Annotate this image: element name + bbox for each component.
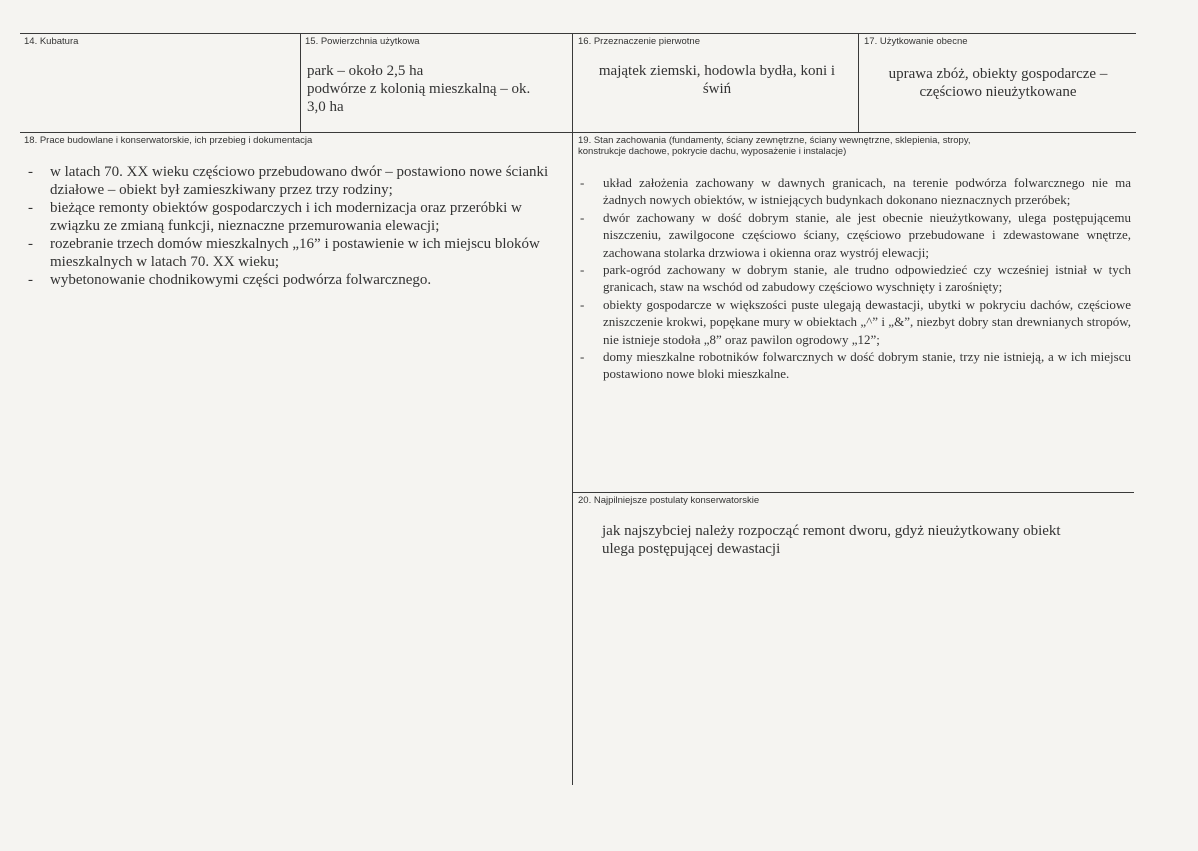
przeznaczenie-value <box>578 62 856 98</box>
powierzchnia-line: 3,0 ha <box>307 99 344 115</box>
list-item: - domy mieszkalne robotników folwarcznych w dość dobrym stanie, trzy nie istnieją, a w ich miejscu postawiono nowe bloki mieszkalne. <box>577 348 1131 383</box>
przeznaczenie-label: 16. Przeznaczenie pierwotne <box>578 36 700 47</box>
powierzchnia-label: 15. Powierzchnia użytkowa <box>305 36 420 47</box>
list-item: - dwór zachowany w dość dobrym stanie, ale jest obecnie nieużytkowany, ulega postępującemu niszczeniu, zawilgocone częściowo ściany, częściowo przebudowane i zdewastowane wnętrze, zachowana stolarka drzwiowa i okienna oraz wystrój elewacji; <box>577 209 1131 261</box>
top-border <box>20 33 1136 34</box>
powierzchnia-value <box>307 62 569 116</box>
list-item: - park-ogród zachowany w dobrym stanie, ale trudno odpowiedzieć czy wcześniej istniał w tych granicach, staw na wschód od zabudowy częściowo wyschnięty i zarośnięty; <box>577 261 1131 296</box>
powierzchnia-line: park – około 2,5 ha <box>307 63 424 79</box>
kubatura-label: 14. Kubatura <box>24 36 79 47</box>
stan-label <box>578 135 971 157</box>
uzytkowanie-label: 17. Użytkowanie obecne <box>864 36 968 47</box>
row-divider <box>20 132 1136 133</box>
przeznaczenie-line: majątek ziemski, hodowla bydła, koni i <box>598 63 836 79</box>
prace-label: 18. Prace budowlane i konserwatorskie, ich przebieg i dokumentacja <box>24 135 313 146</box>
right-section-divider <box>572 492 1134 493</box>
list-item: - bieżące remonty obiektów gospodarczych i ich modernizacja oraz przeróbki w związku ze zmianą funkcji, nieznaczne przemurowania elewacji; <box>22 199 570 235</box>
list-item: - rozebranie trzech domów mieszkalnych „16” i postawienie w ich miejscu bloków mieszkalnych w latach 70. XX wieku; <box>22 235 570 271</box>
przeznaczenie-line: świń <box>702 81 732 97</box>
stan-label-line: 19. Stan zachowania (fundamenty, ściany zewnętrzne, ściany wewnętrzne, sklepienia, stropy, <box>578 135 971 146</box>
powierzchnia-line: podwórze z kolonią mieszkalną – ok. <box>307 81 531 97</box>
list-item: - obiekty gospodarcze w większości puste ulegają dewastacji, ubytki w pokryciu dachów, częściowe zniszczenie krokwi, popękane mury w obiektach „^” i „&”, niezbyt dobry stan drewnianych stropów, nie istnieje stodoła „8” oraz pawilon ogrodowy „12”; <box>577 296 1131 348</box>
col-divider-1 <box>300 33 301 133</box>
col-divider-3 <box>858 33 859 133</box>
uzytkowanie-line: częściowo nieużytkowane <box>919 84 1077 100</box>
uzytkowanie-value <box>862 65 1134 101</box>
list-item: - układ założenia zachowany w dawnych granicach, na terenie podwórza folwarcznego nie ma żadnych nowych obiektów, w istniejących budynkach dokonano nieznacznych przeróbek; <box>577 174 1131 209</box>
list-item: - w latach 70. XX wieku częściowo przebudowano dwór – postawiono nowe ścianki działowe – obiekt był zamieszkiwany przez trzy rodziny; <box>22 163 570 199</box>
stan-label-line: konstrukcje dachowe, pokrycie dachu, wyposażenie i instalacje) <box>578 146 847 157</box>
list-item: - wybetonowanie chodnikowymi części podwórza folwarcznego. <box>22 271 570 289</box>
col-divider-2 <box>572 33 573 785</box>
stan-list <box>577 174 1131 383</box>
postulaty-line: ulega postępującej dewastacji <box>602 541 781 557</box>
prace-list <box>22 163 570 289</box>
uzytkowanie-line: uprawa zbóż, obiekty gospodarcze – <box>888 66 1108 82</box>
postulaty-value <box>602 522 1132 558</box>
postulaty-label: 20. Najpilniejsze postulaty konserwatorskie <box>578 495 760 506</box>
postulaty-line: jak najszybciej należy rozpocząć remont dworu, gdyż nieużytkowany obiekt <box>602 523 1061 539</box>
